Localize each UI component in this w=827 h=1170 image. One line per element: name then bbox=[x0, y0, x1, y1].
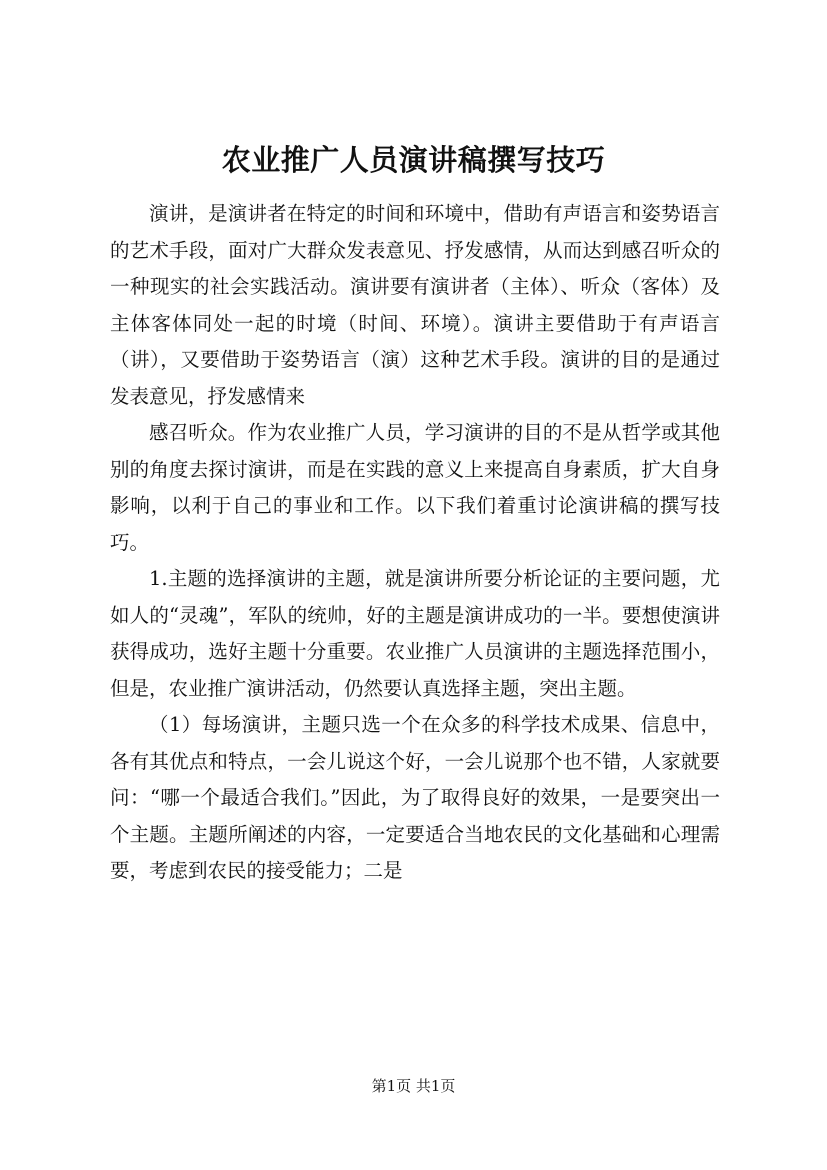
paragraph: 感召听众。作为农业推广人员，学习演讲的目的不是从哲学或其他别的角度去探讨演讲，而是在实践的意义上来提高自身素质，扩大自身影响，以利于自己的事业和工作。以下我们着重讨论演讲稿的撰写技巧。 bbox=[110, 421, 720, 554]
document-title: 农业推广人员演讲稿撰写技巧 bbox=[221, 143, 606, 177]
paragraph: 演讲，是演讲者在特定的时间和环境中，借助有声语言和姿势语言的艺术手段，面对广大群众发表意见、抒发感情，从而达到感召听众的一种现实的社会实践活动。演讲要有演讲者（主体）、听众（客体）及主体客体同处一起的时境（时间、环境）。演讲主要借助于有声语言（讲），又要借助于姿势语言（演）这种艺术手段。演讲的目的是通过发表意见，抒发感情来 bbox=[110, 202, 720, 408]
document-body bbox=[110, 196, 720, 890]
paragraph: 1.主题的选择演讲的主题，就是演讲所要分析论证的主要问题，尤如人的“灵魂”，军队的统帅，好的主题是演讲成功的一半。要想使演讲获得成功，选好主题十分重要。农业推广人员演讲的主题选择范围小，但是，农业推广演讲活动，仍然要认真选择主题，突出主题。 bbox=[110, 567, 720, 700]
paragraph: （1）每场演讲，主题只选一个在众多的科学技术成果、信息中，各有其优点和特点，一会儿说这个好，一会儿说那个也不错，人家就要问：“哪一个最适合我们。”因此，为了取得良好的效果，一是要突出一个主题。主题所阐述的内容，一定要适合当地农民的文化基础和心理需要，考虑到农民的接受能力；二是 bbox=[110, 713, 720, 882]
page-footer: 第1页 共1页 bbox=[371, 1077, 456, 1095]
